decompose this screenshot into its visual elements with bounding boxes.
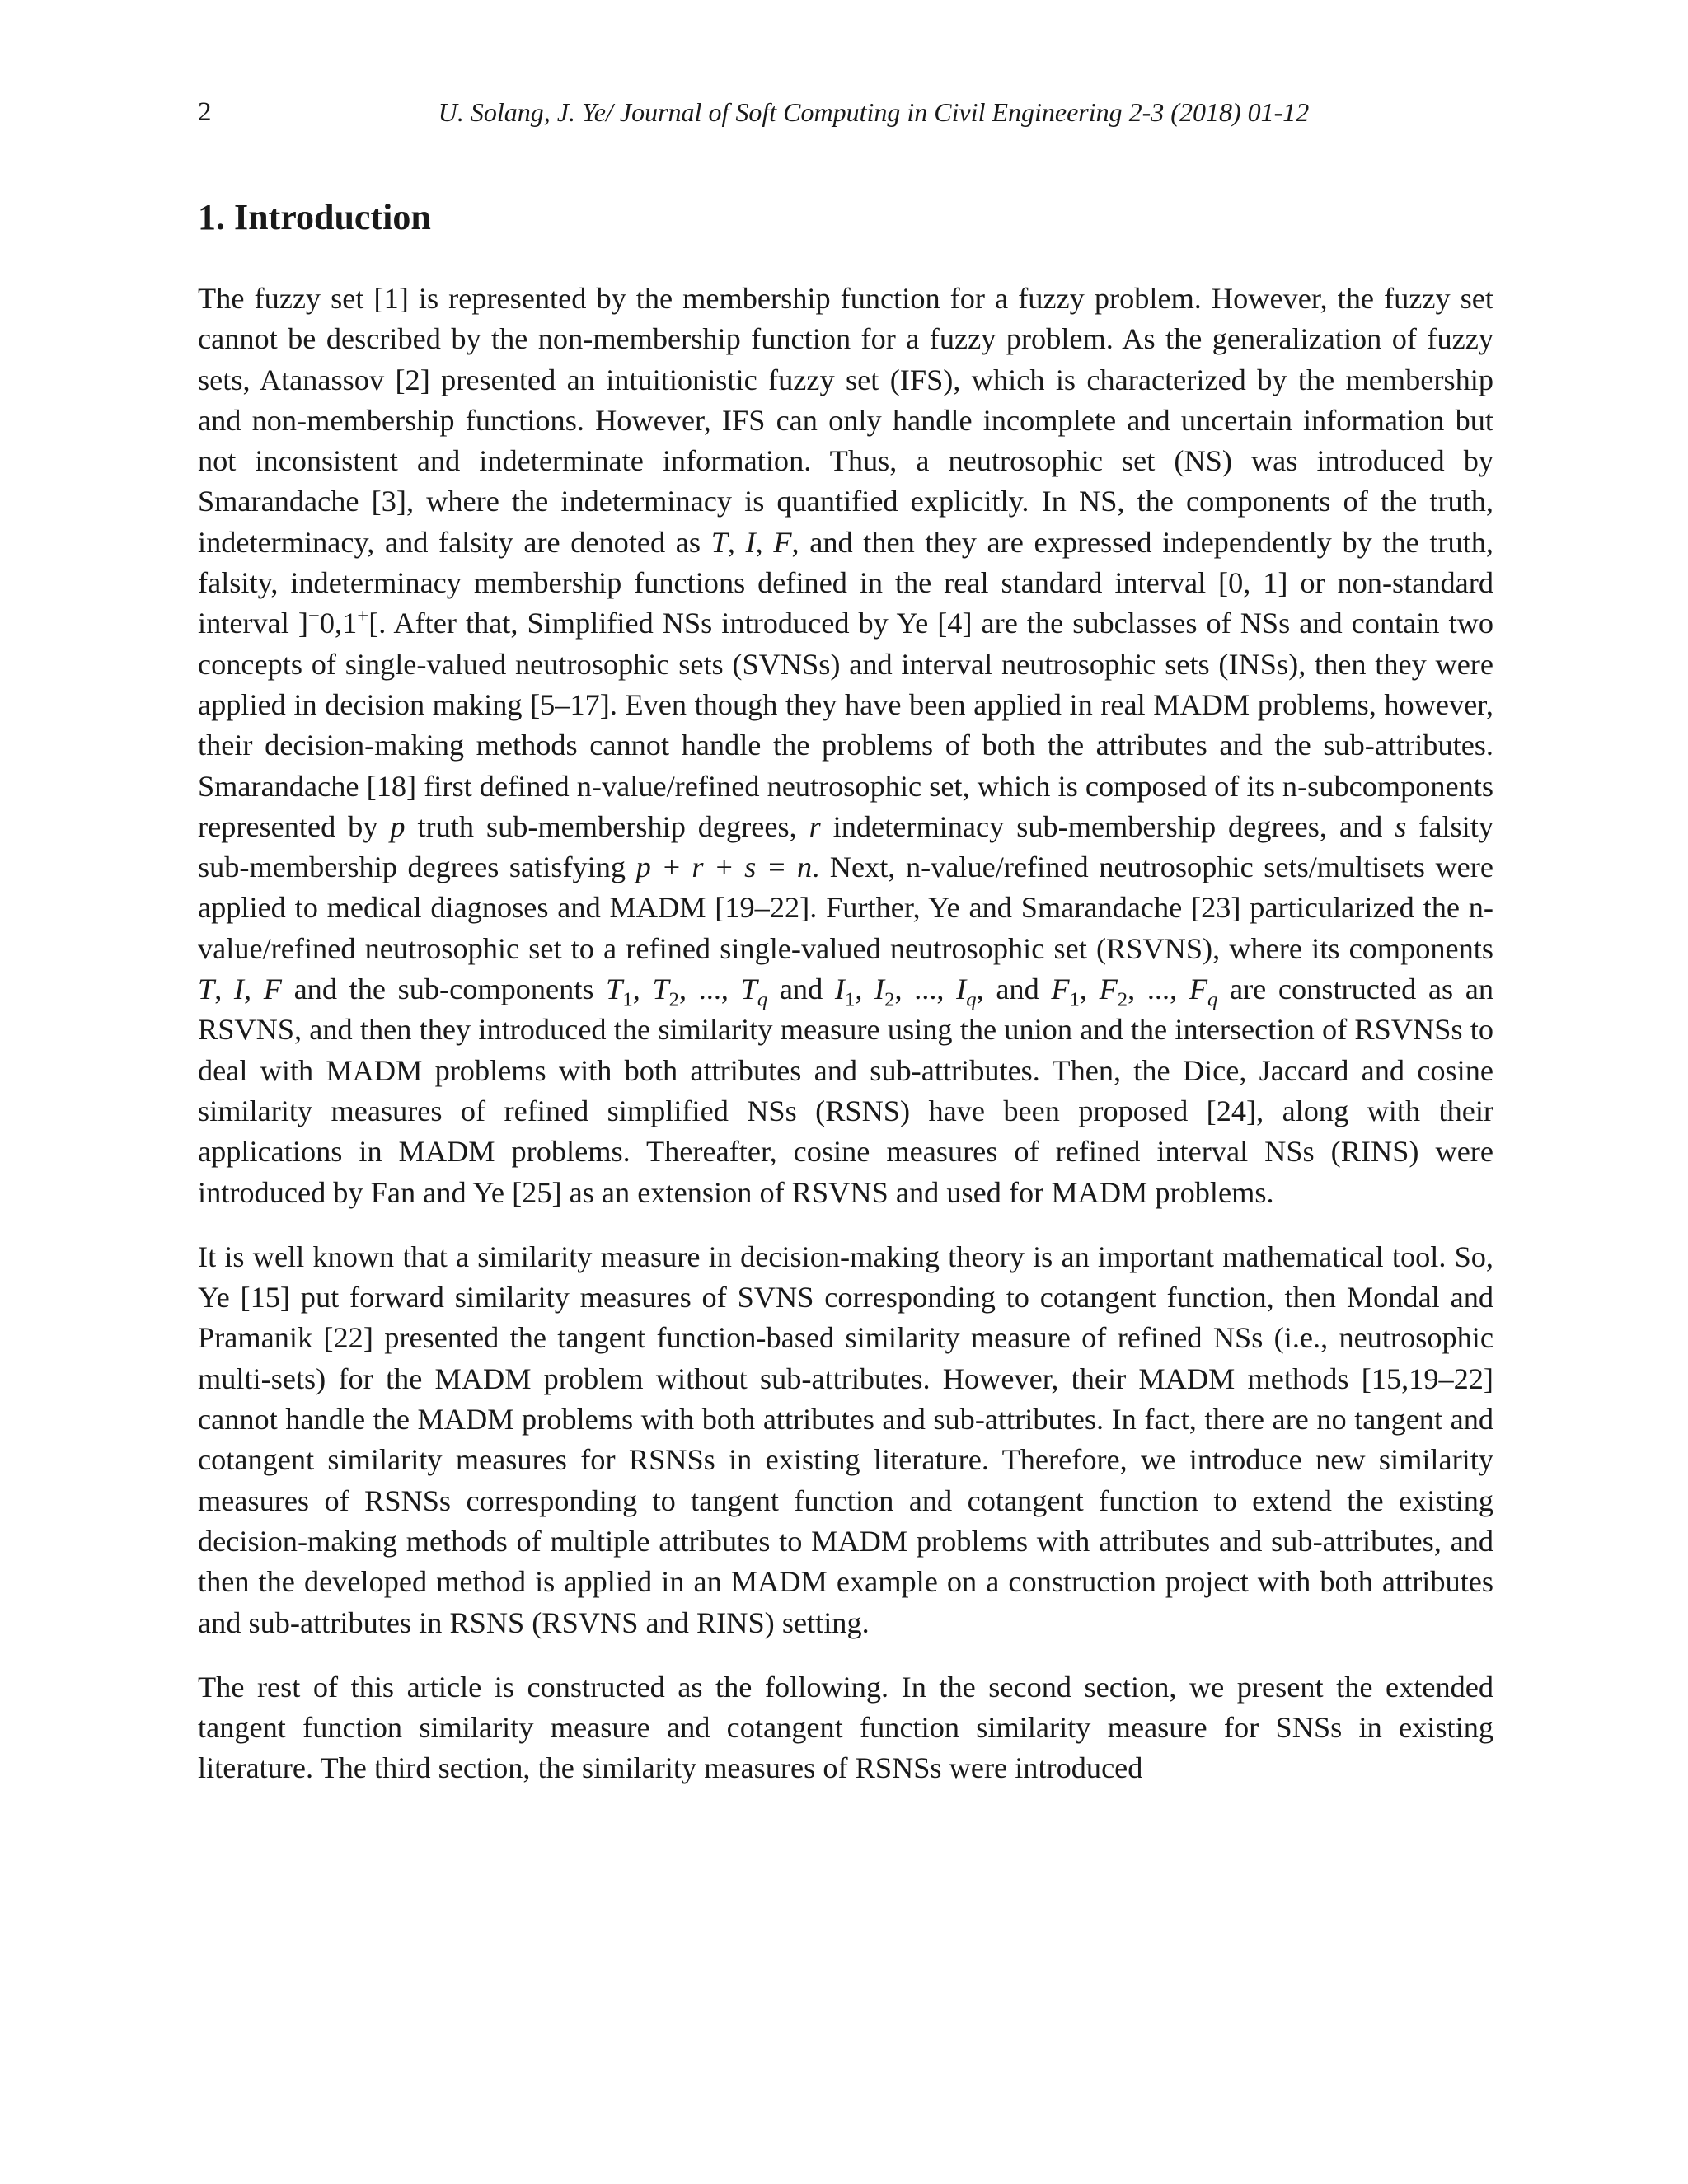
section-title: 1. Introduction (198, 197, 431, 237)
page-number: 2 (198, 97, 212, 127)
paragraph-1: The fuzzy set [1] is represented by the membership function for a fuzzy problem. However, the fuzzy set cannot be described by the non-membership function for a fuzzy problem. As the generalization of fuzzy sets, Atanassov [2] presented an intuitionistic fuzzy set (IFS), which is characterized by the membership and non-membership functions. However, IFS can only handle incomplete and uncertain information but not inconsistent and indeterminate information. Thus, a neutrosophic set (NS) was introduced by Smarandache [3], where the indeterminacy is quantified explicitly. In NS, the components of the truth, indeterminacy, and falsity are denoted as T, I, F, and then they are expressed independently by the truth, falsity, indeterminacy membership functions defined in the real standard interval [0, 1] or non-standard interval ]−0,1+[. After that, Simplified NSs introduced by Ye [4] are the subclasses of NSs and contain two concepts of single-valued neutrosophic sets (SVNSs) and interval neutrosophic sets (INSs), then they were applied in decision making [5–17]. Even though they have been applied in real MADM problems, however, their decision-making methods cannot handle the problems of both the attributes and the sub-attributes. Smarandache [18] first defined n-value/refined neutrosophic set, which is composed of its n-subcomponents represented by p truth sub-membership degrees, r indeterminacy sub-membership degrees, and s falsity sub-membership degrees satisfying p + r + s = n. Next, n-value/refined neutrosophic sets/multisets were applied to medical diagnoses and MADM [19–22]. Further, Ye and Smarandache [23] particularized the n-value/refined neutrosophic set to a refined single-valued neutrosophic set (RSVNS), where its components T, I, F and the sub-components $T_1$, $T_2$, ..., $T_q$ and $I_1$, $I_2$, ..., $I_q$, and $F_1$, $F_2$, ..., $F_q$ are constructed as an RSVNS, and then they introduced the similarity measure using the union and the intersection of RSVNSs to deal with MADM problems with both attributes and sub-attributes. Then, the Dice, Jaccard and cosine similarity measures of refined simplified NSs (RSNS) have been proposed [24], along with their applications in MADM problems. Thereafter, cosine measures of refined interval NSs (RINS) were introduced by Fan and Ye [25] as an extension of RSVNS and used for MADM problems. (198, 282, 1494, 1209)
paragraph-2: It is well known that a similarity measure in decision-making theory is an important mathematical tool. So, Ye [15] put forward similarity measures of SVNS corresponding to cotangent function, then Mondal and Pramanik [22] presented the tangent function-based similarity measure of refined NSs (i.e., neutrosophic multi-sets) for the MADM problem without sub-attributes. However, their MADM methods [15,19–22] cannot handle the MADM problems with both attributes and sub-attributes. In fact, there are no tangent and cotangent similarity measures for RSNSs in existing literature. Therefore, we introduce new similarity measures of RSNSs corresponding to tangent function and cotangent function to extend the existing decision-making methods of multiple attributes to MADM problems with attributes and sub-attributes, and then the developed method is applied in an MADM example on a construction project with both attributes and sub-attributes in RSNS (RSVNS and RINS) setting. (198, 1240, 1493, 1639)
running-head: U. Solang, J. Ye/ Journal of Soft Computing in Civil Engineering 2-3 (2018) 01-12 (438, 97, 1310, 127)
body-text (198, 279, 1493, 1813)
page-header (198, 97, 1500, 138)
paragraph-3: The rest of this article is constructed as the following. In the second section, we present the extended tangent function similarity measure and cotangent function similarity measure for SNSs in existing literature. The third section, the similarity measures of RSNSs were introduced (198, 1670, 1493, 1785)
